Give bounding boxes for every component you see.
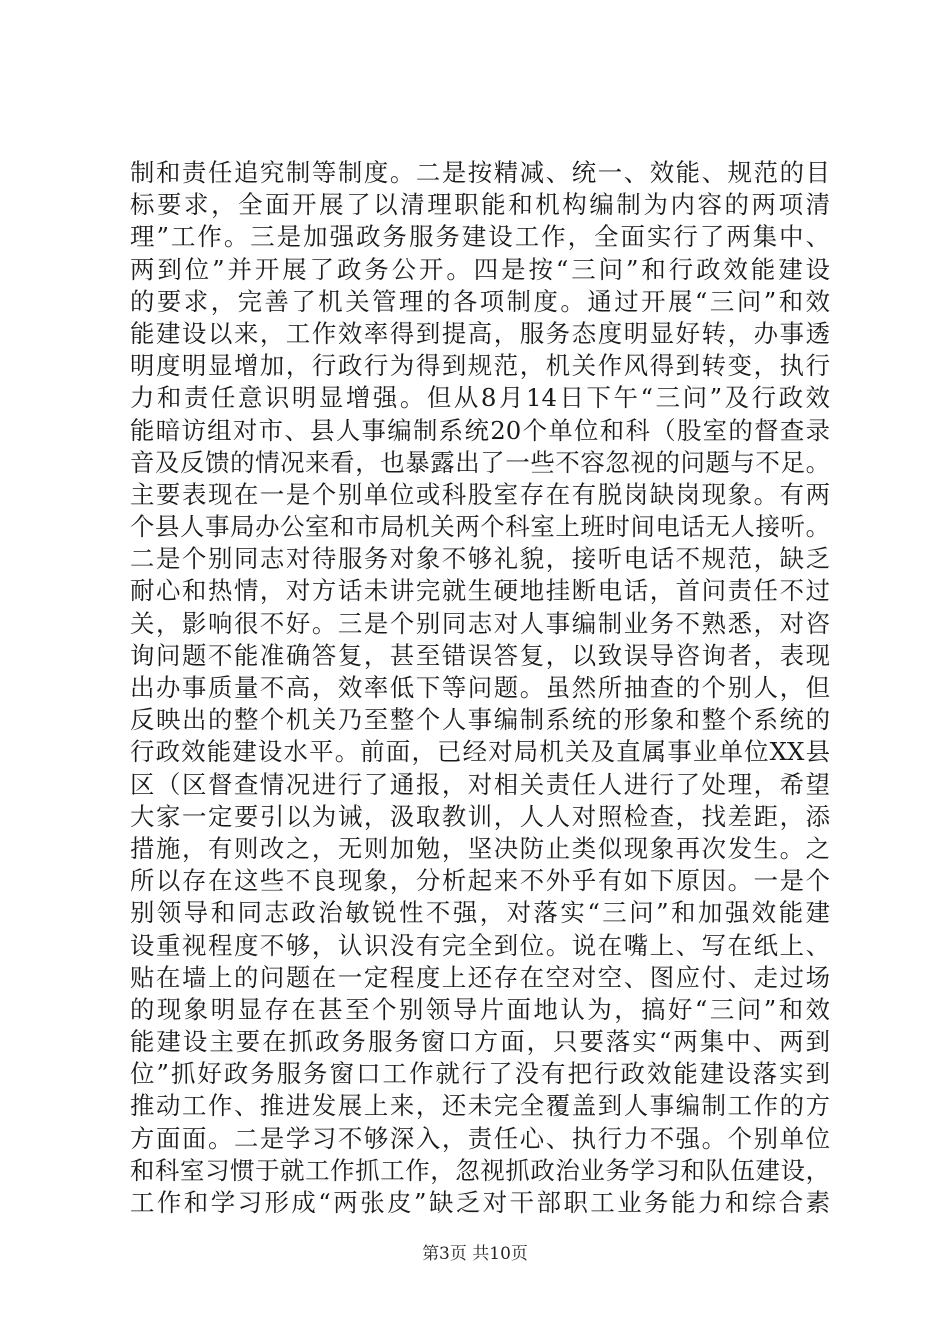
text-line: 耐心和热情，对方话未讲完就生硬地挂断电话，首问责任不过 <box>130 576 830 606</box>
text-line: 区（区督查情况进行了通报，对相关责任人进行了处理，希望 <box>130 769 830 799</box>
body-text <box>130 157 830 1219</box>
text-line: 能建设以来，工作效率得到提高，服务态度明显好转，办事透 <box>130 318 830 348</box>
text-line: 设重视程度不够，认识没有完全到位。说在嘴上、写在纸上、 <box>130 930 830 960</box>
text-line: 出办事质量不高，效率低下等问题。虽然所抽查的个别人，但 <box>130 673 830 702</box>
text-line: 个县人事局办公室和市局机关两个科室上班时间电话无人接听。 <box>130 512 830 542</box>
page-footer: 第3页 共10页 <box>422 1244 528 1264</box>
text-line: 反映出的整个机关乃至整个人事编制系统的形象和整个系统的 <box>130 705 830 735</box>
text-line: 能暗访组对市、县人事编制系统20个单位和科（股室的督查录 <box>130 415 830 445</box>
text-line: 位”抓好政务服务窗口工作就行了没有把行政效能建设落实到 <box>130 1059 830 1089</box>
text-line: 音及反馈的情况来看，也暴露出了一些不容忽视的问题与不足。 <box>130 447 830 477</box>
text-line: 主要表现在一是个别单位或科股室存在有脱岗缺岗现象。有两 <box>130 479 830 509</box>
text-line: 明度明显增加，行政行为得到规范，机关作风得到转变，执行 <box>130 351 830 381</box>
text-line: 的要求，完善了机关管理的各项制度。通过开展“三问”和效 <box>130 286 830 316</box>
text-line: 所以存在这些不良现象，分析起来不外乎有如下原因。一是个 <box>130 866 830 896</box>
text-line: 关，影响很不好。三是个别同志对人事编制业务不熟悉，对咨 <box>130 608 830 638</box>
text-line: 和科室习惯于就工作抓工作，忽视抓政治业务学习和队伍建设， <box>130 1155 830 1185</box>
text-line: 制和责任追究制等制度。二是按精减、统一、效能、规范的目 <box>130 158 830 187</box>
text-line: 大家一定要引以为诫，汲取教训，人人对照检查，找差距，添 <box>130 801 830 831</box>
text-line: 别领导和同志政治敏锐性不强，对落实“三问”和加强效能建 <box>130 898 830 928</box>
text-line: 方面面。二是学习不够深入，责任心、执行力不强。个别单位 <box>130 1123 830 1153</box>
text-line: 贴在墙上的问题在一定程度上还存在空对空、图应付、走过场 <box>130 962 830 992</box>
text-line: 能建设主要在抓政务服务窗口方面，只要落实“两集中、两到 <box>130 1027 830 1057</box>
text-line: 行政效能建设水平。前面，已经对局机关及直属事业单位XX县 <box>130 737 830 767</box>
text-line: 措施，有则改之，无则加勉，坚决防止类似现象再次发生。之 <box>130 833 830 863</box>
text-line: 标要求，全面开展了以清理职能和机构编制为内容的两项清 <box>130 190 830 220</box>
text-line: 理”工作。三是加强政务服务建设工作，全面实行了两集中、 <box>130 222 830 252</box>
text-line: 询问题不能准确答复，甚至错误答复，以致误导咨询者，表现 <box>130 640 830 670</box>
text-line: 推动工作、推进发展上来，还未完全覆盖到人事编制工作的方 <box>130 1091 830 1121</box>
text-line: 的现象明显存在甚至个别领导片面地认为，搞好“三问”和效 <box>130 994 830 1024</box>
text-line: 工作和学习形成“两张皮”缺乏对干部职工业务能力和综合素 <box>130 1188 830 1217</box>
text-line: 两到位”并开展了政务公开。四是按“三问”和行政效能建设 <box>130 254 830 284</box>
text-line: 二是个别同志对待服务对象不够礼貌，接听电话不规范，缺乏 <box>130 544 830 574</box>
text-line: 力和责任意识明显增强。但从8月14日下午“三问”及行政效 <box>130 383 830 413</box>
